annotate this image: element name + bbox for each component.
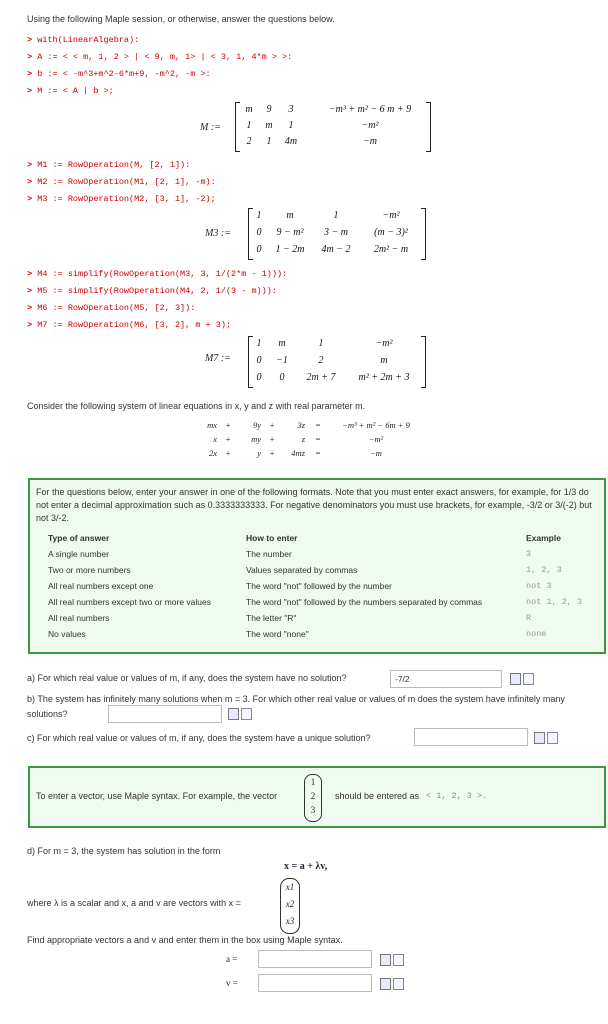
matrix-cell: m	[286, 210, 294, 221]
maple-line: > M7 := RowOperation(M6, [3, 2], m + 3);	[27, 320, 232, 330]
matrix-cell: −m²	[375, 338, 393, 349]
vector-before-text: To enter a vector, use Maple syntax. For example, the vector	[36, 791, 278, 801]
vector-v-input[interactable]	[258, 974, 372, 992]
a-label: a =	[226, 954, 238, 964]
check-answer-icon[interactable]	[380, 978, 391, 990]
matrix-cell: 1	[266, 136, 272, 147]
matrix-cell: −m²	[382, 210, 400, 221]
question-b-text: b) The system has infinitely many solutions when m = 3. For which other real value or values of m does the system have infinitely many solutions?	[27, 694, 565, 719]
maple-line: > A := < < m, 1, 2 > | < 9, m, 1> | < 3, 1, 4*m > >:	[27, 52, 293, 62]
answer-b-input[interactable]	[108, 705, 222, 723]
matrix-cell: 4m	[284, 136, 298, 147]
preview-icon[interactable]	[393, 978, 404, 990]
matrix-m7-label: M7 :=	[205, 353, 231, 364]
preview-icon[interactable]	[547, 732, 558, 744]
format-table	[48, 530, 586, 642]
check-answer-icon[interactable]	[534, 732, 545, 744]
maple-block-2	[27, 157, 216, 208]
matrix-cell: 2	[318, 355, 324, 366]
x-vector: x1 x2 x3	[280, 878, 300, 934]
maple-block-3	[27, 266, 287, 334]
matrix-cell: 0	[256, 244, 262, 255]
answer-a-value: -7/2	[395, 674, 410, 684]
matrix-cell: −m³ + m² − 6 m + 9	[328, 104, 412, 115]
matrix-cell: 0	[279, 372, 285, 383]
maple-line: > M1 := RowOperation(M, [2, 1]):	[27, 160, 191, 170]
table-row: All real numbers except two or more values The word "not" followed by the numbers separated by commas not 1, 2, 3	[48, 597, 583, 607]
maple-line: > M := < A | b >;	[27, 86, 114, 96]
matrix-cell: 1	[256, 210, 262, 221]
preview-icon[interactable]	[523, 673, 534, 685]
check-answer-icon[interactable]	[228, 708, 239, 720]
matrix-cell: 2	[246, 136, 252, 147]
matrix-cell: m	[245, 104, 253, 115]
maple-line: > M6 := RowOperation(M5, [2, 3]):	[27, 303, 196, 313]
matrix-cell: 1	[288, 120, 294, 131]
matrix-cell: 2m + 7	[306, 372, 336, 383]
matrix-cell: 1	[333, 210, 339, 221]
question-c-text: c) For which real value or values of m, if any, does the system have a unique solution?	[27, 733, 371, 743]
maple-line: > with(LinearAlgebra):	[27, 35, 140, 45]
table-header-row	[48, 530, 586, 546]
matrix-cell: 3 − m	[324, 227, 348, 238]
format-instructions: For the questions below, enter your answer in one of the following formats. Note that you must enter exact answers, for example, for 1/3 do not enter a decimal approximation such as 0.3333333333. For negative denominators you must use brackets, for example, -3/2 or 3/(-2) but not 3/-2.	[36, 487, 592, 523]
solution-formula: x = a + λv,	[284, 861, 328, 872]
answer-a-input[interactable]	[390, 670, 502, 688]
preview-icon[interactable]	[393, 954, 404, 966]
matrix-cell: m	[265, 120, 273, 131]
matrix-cell: m² + 2m + 3	[358, 372, 410, 383]
table-header: Example	[526, 533, 561, 543]
maple-line: > M3 := RowOperation(M2, [3, 1], -2);	[27, 194, 216, 204]
matrix-cell: 1	[256, 338, 262, 349]
matrix-cell: 0	[256, 227, 262, 238]
answer-c-input[interactable]	[414, 728, 528, 746]
vector-after-text: should be entered as	[335, 791, 420, 801]
table-row: All real numbers The letter "R" R	[48, 613, 532, 623]
answer-format-box	[28, 478, 606, 654]
matrix-cell: 1 − 2m	[275, 244, 305, 255]
question-a-text: a) For which real value or values of m, if any, does the system have no solution?	[27, 673, 347, 683]
equation-table: mx + 9y + 3z = −m³ + m² − 6m + 9 x + my + z = −m² 2x + y + 4mz = −m	[207, 420, 410, 458]
check-answer-icon[interactable]	[380, 954, 391, 966]
matrix-cell: m	[278, 338, 286, 349]
matrix-cell: 3	[288, 104, 294, 115]
matrix-m-label: M :=	[200, 122, 221, 133]
example-vector: 1 2 3	[304, 774, 322, 822]
table-row: No values The word "none" none	[48, 629, 547, 639]
maple-line: > M4 := simplify(RowOperation(M3, 3, 1/(2*m - 1))):	[27, 269, 288, 279]
table-header: Type of answer	[48, 533, 110, 543]
matrix-cell: 1	[246, 120, 252, 131]
table-row: All real numbers except one The word "not" followed by the number not 3	[48, 581, 552, 591]
check-answer-icon[interactable]	[510, 673, 521, 685]
vector-a-input[interactable]	[258, 950, 372, 968]
equation-system	[196, 418, 422, 460]
matrix-cell: −m	[363, 136, 377, 147]
matrix-m3-label: M3 :=	[205, 228, 231, 239]
maple-block-1	[27, 32, 292, 100]
table-row: Two or more numbers Values separated by commas 1, 2, 3	[48, 565, 562, 575]
matrix-m7	[248, 336, 426, 388]
system-intro: Consider the following system of linear equations in x, y and z with real parameter m.	[27, 401, 366, 411]
table-row: A single number The number 3	[48, 549, 532, 559]
matrix-cell: 0	[256, 355, 262, 366]
matrix-cell: (m − 3)²	[374, 227, 408, 238]
matrix-cell: 2m² − m	[373, 244, 409, 255]
maple-line: > b := < -m^3+m^2-6*m+9, -m^2, -m >:	[27, 69, 211, 79]
maple-line: > M5 := simplify(RowOperation(M4, 2, 1/(3 - m))):	[27, 286, 277, 296]
matrix-m3	[248, 208, 426, 260]
part-d-where: where λ is a scalar and x, a and v are vectors with x =	[27, 898, 241, 908]
preview-icon[interactable]	[241, 708, 252, 720]
intro-text: Using the following Maple session, or otherwise, answer the questions below.	[27, 14, 335, 24]
matrix-cell: −1	[276, 355, 288, 366]
vector-syntax-box	[28, 766, 606, 828]
maple-line: > M2 := RowOperation(M1, [2, 1], -m):	[27, 177, 216, 187]
matrix-cell: 1	[318, 338, 324, 349]
matrix-cell: 9	[266, 104, 272, 115]
matrix-m	[235, 102, 431, 152]
table-header: How to enter	[246, 533, 298, 543]
matrix-cell: m	[380, 355, 388, 366]
v-label: v =	[226, 978, 238, 988]
matrix-cell: 9 − m²	[276, 227, 304, 238]
part-d-find: Find appropriate vectors a and v and enter them in the box using Maple syntax.	[27, 935, 343, 945]
matrix-cell: 0	[256, 372, 262, 383]
matrix-cell: 4m − 2	[321, 244, 351, 255]
part-d-intro: d) For m = 3, the system has solution in the form	[27, 846, 221, 856]
vector-example-syntax: < 1, 2, 3 >.	[426, 791, 488, 801]
matrix-cell: −m²	[361, 120, 379, 131]
